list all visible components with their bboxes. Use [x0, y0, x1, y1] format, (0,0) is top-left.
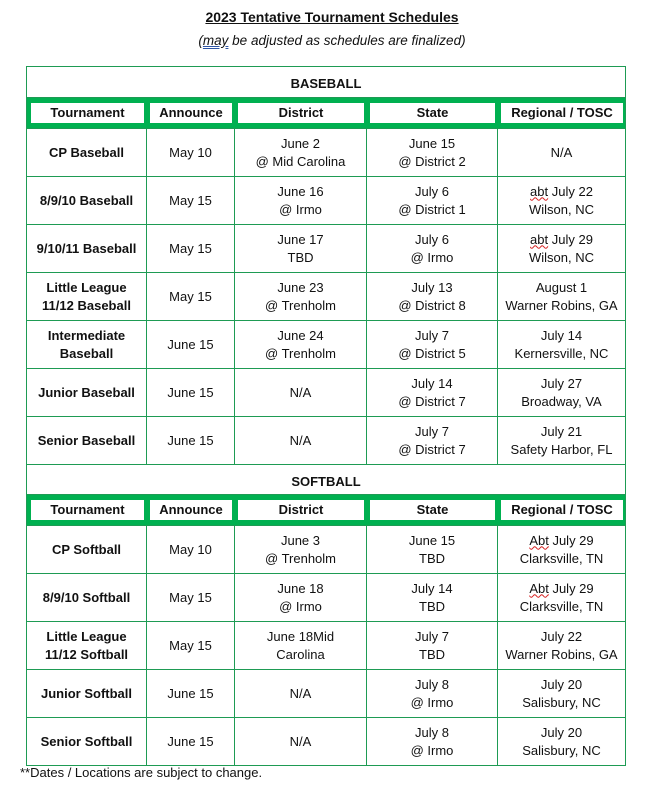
district-cell-text: N/A [289, 685, 312, 701]
section-title-softball: SOFTBALL [27, 464, 625, 495]
regional-cell-text: July 21 [540, 423, 583, 439]
tournament-cell-line [52, 541, 121, 559]
district-cell-line [265, 297, 336, 315]
state-cell-line [415, 231, 449, 249]
regional-cell-text: Wilson, NC [528, 249, 594, 265]
announce-cell [147, 129, 235, 176]
column-header-state: State [370, 500, 495, 520]
regional-cell-line [520, 550, 604, 568]
table-row [27, 320, 625, 368]
regional-cell-line [541, 375, 582, 393]
state-cell-text: @ District 7 [398, 393, 466, 409]
announce-cell [147, 273, 235, 320]
column-header-announce: Announce [150, 103, 232, 123]
regional-cell-line [529, 249, 594, 267]
district-cell-text: @ Irmo [279, 201, 322, 217]
state-cell [367, 417, 498, 464]
state-cell-line [415, 183, 449, 201]
state-cell-text: July 13 [411, 279, 453, 295]
table-row [27, 224, 625, 272]
tournament-cell [27, 177, 147, 224]
state-cell-line [419, 646, 445, 664]
regional-cell-text: Safety Harbor, FL [510, 441, 613, 457]
announce-cell-line [169, 589, 212, 607]
tournament-cell-line [48, 327, 125, 345]
district-cell-text: June 18Mid [266, 628, 335, 644]
state-cell-line [409, 135, 455, 153]
state-cell-line [411, 580, 452, 598]
state-cell-text: TBD [419, 598, 445, 614]
tournament-cell-text: 11/12 Baseball [42, 297, 131, 313]
state-cell-text: @ District 1 [398, 201, 466, 217]
district-cell-line [290, 432, 312, 450]
regional-cell-text: Clarksville, TN [519, 550, 604, 566]
regional-cell [498, 718, 625, 765]
announce-cell [147, 321, 235, 368]
announce-cell [147, 718, 235, 765]
announce-cell [147, 417, 235, 464]
state-cell-text: @ Irmo [410, 742, 454, 758]
regional-cell-line [536, 279, 587, 297]
district-cell [235, 129, 367, 176]
tournament-cell-text: 11/12 Softball [44, 646, 129, 662]
regional-cell [498, 417, 625, 464]
state-cell-line [411, 742, 454, 760]
spellcheck-word: abt [530, 231, 549, 247]
state-cell-line [411, 375, 452, 393]
tournament-cell [27, 574, 147, 621]
district-cell-line [277, 183, 323, 201]
column-header-tournament: Tournament [31, 500, 144, 520]
district-cell-line [277, 327, 323, 345]
state-cell [367, 225, 498, 272]
regional-cell [498, 526, 625, 573]
regional-cell-text: August 1 [535, 279, 588, 295]
district-cell [235, 369, 367, 416]
announce-cell-line [169, 637, 212, 655]
table-row [27, 272, 625, 320]
regional-cell-text: July 22 [540, 628, 583, 644]
subtitle-prefix: ( [198, 33, 203, 48]
regional-cell [498, 321, 625, 368]
state-cell-line [409, 532, 455, 550]
district-cell-text: June 24 [277, 327, 324, 343]
state-cell-text: July 7 [415, 423, 449, 439]
regional-cell-text: July 29 [548, 231, 593, 247]
state-cell-line [411, 279, 452, 297]
tournament-cell-text: Senior Baseball [37, 432, 136, 448]
regional-cell-line [529, 580, 593, 598]
state-cell-text: TBD [419, 550, 445, 566]
state-cell-text: @ District 5 [398, 345, 466, 361]
announce-cell-text: May 15 [169, 288, 212, 304]
regional-cell-line [529, 201, 594, 219]
state-cell-text: July 7 [415, 327, 449, 343]
regional-cell-text: Clarksville, TN [519, 598, 604, 614]
subtitle-may-word: may [202, 33, 229, 48]
state-cell [367, 177, 498, 224]
district-cell-text: N/A [289, 432, 312, 448]
district-cell-line [265, 345, 336, 363]
regional-cell-text: Kernersville, NC [514, 345, 609, 361]
regional-cell-line [521, 393, 601, 411]
district-cell-text: June 16 [277, 183, 324, 199]
table-row [27, 368, 625, 416]
district-cell [235, 574, 367, 621]
regional-cell-line [529, 532, 593, 550]
tournament-cell-text: Little League [46, 628, 127, 644]
regional-cell-line [511, 441, 613, 459]
tournament-cell-line [40, 192, 133, 210]
state-cell [367, 129, 498, 176]
state-cell-line [398, 441, 465, 459]
announce-cell [147, 177, 235, 224]
tournament-cell-text: Little League [46, 279, 127, 295]
table-row [27, 128, 625, 176]
district-cell-text: @ Irmo [279, 598, 322, 614]
regional-cell-text: July 22 [548, 183, 593, 199]
announce-cell-line [167, 336, 213, 354]
district-cell-line [267, 628, 334, 646]
tournament-cell-text: 8/9/10 Softball [42, 589, 131, 605]
state-cell-line [411, 694, 454, 712]
tournament-cell-text: Junior Baseball [38, 384, 135, 400]
announce-cell-text: June 15 [167, 336, 214, 352]
regional-cell-text: July 20 [540, 676, 583, 692]
district-cell-text: June 2 [280, 135, 321, 151]
schedule-table [26, 66, 626, 766]
tournament-cell-line [46, 628, 126, 646]
state-cell-text: TBD [419, 646, 445, 662]
district-cell-line [281, 532, 320, 550]
subtitle-rest: be adjusted as schedules are finalized) [228, 33, 466, 48]
state-cell-line [415, 628, 449, 646]
state-cell-text: July 14 [411, 375, 453, 391]
tournament-cell-text: CP Softball [51, 541, 122, 557]
document-subtitle [0, 33, 664, 48]
tournament-cell-text: 9/10/11 Baseball [36, 240, 137, 256]
district-cell-text: June 17 [277, 231, 324, 247]
state-cell [367, 321, 498, 368]
district-cell-line [279, 201, 322, 219]
state-cell [367, 670, 498, 717]
district-cell-line [256, 153, 346, 171]
tournament-cell-text: 8/9/10 Baseball [39, 192, 134, 208]
regional-cell-text: July 29 [548, 580, 594, 596]
regional-cell-line [541, 327, 582, 345]
regional-cell [498, 670, 625, 717]
state-cell-text: July 14 [411, 580, 453, 596]
regional-cell [498, 574, 625, 621]
tournament-cell [27, 273, 147, 320]
spellcheck-word: Abt [529, 532, 549, 548]
baseball-rows [27, 128, 625, 464]
announce-cell [147, 369, 235, 416]
district-cell [235, 718, 367, 765]
regional-cell-text: July 14 [540, 327, 583, 343]
table-row [27, 717, 625, 765]
announce-cell-line [167, 384, 213, 402]
announce-cell-text: May 15 [169, 192, 212, 208]
district-cell-line [288, 249, 314, 267]
regional-cell-line [505, 297, 617, 315]
state-cell [367, 574, 498, 621]
tournament-cell-line [41, 733, 133, 751]
regional-cell-line [541, 724, 582, 742]
district-cell-text: TBD [287, 249, 314, 265]
tournament-cell-line [42, 297, 131, 315]
table-row [27, 176, 625, 224]
district-cell [235, 622, 367, 669]
column-header-state: State [370, 103, 495, 123]
tournament-cell-text: Baseball [59, 345, 114, 361]
announce-cell [147, 574, 235, 621]
tournament-cell [27, 526, 147, 573]
regional-cell-text: Broadway, VA [521, 393, 602, 409]
announce-cell-text: June 15 [167, 685, 214, 701]
regional-cell-line [520, 598, 604, 616]
announce-cell-line [169, 144, 212, 162]
tournament-cell-line [37, 240, 137, 258]
document-title [0, 9, 664, 25]
regional-cell [498, 622, 625, 669]
district-cell-line [290, 685, 312, 703]
column-header-tournament: Tournament [31, 103, 144, 123]
district-cell-text: June 3 [280, 532, 321, 548]
regional-cell-line [515, 345, 609, 363]
announce-cell-line [169, 240, 212, 258]
state-cell-line [415, 724, 449, 742]
district-cell-text: @ Mid Carolina [255, 153, 346, 169]
regional-cell-text: July 29 [548, 532, 594, 548]
regional-cell-text: Salisbury, NC [522, 742, 601, 758]
district-cell-line [265, 550, 336, 568]
tournament-cell-line [46, 279, 126, 297]
tournament-cell-line [49, 144, 124, 162]
state-cell-line [415, 327, 449, 345]
regional-cell-line [505, 646, 617, 664]
tournament-cell [27, 225, 147, 272]
regional-cell [498, 369, 625, 416]
state-cell-text: @ District 7 [398, 441, 466, 457]
tournament-cell-line [41, 685, 132, 703]
announce-cell-text: June 15 [167, 432, 214, 448]
tournament-cell [27, 670, 147, 717]
announce-cell-line [167, 432, 213, 450]
announce-cell-line [167, 685, 213, 703]
state-cell-line [398, 393, 465, 411]
tournament-cell-line [45, 646, 128, 664]
tournament-cell [27, 417, 147, 464]
regional-cell-text: Salisbury, NC [522, 694, 601, 710]
section-title-baseball: BASEBALL [27, 67, 625, 98]
tournament-cell-text: Intermediate [47, 327, 126, 343]
state-cell-text: July 8 [415, 676, 449, 692]
district-cell-text: June 23 [277, 279, 324, 295]
regional-cell [498, 273, 625, 320]
state-cell [367, 273, 498, 320]
table-row [27, 416, 625, 464]
state-cell-text: June 15 [408, 532, 456, 548]
regional-cell-text: Warner Robins, GA [505, 297, 618, 313]
district-cell-text: N/A [289, 733, 312, 749]
state-cell-line [398, 297, 465, 315]
regional-cell-text: Warner Robins, GA [505, 646, 618, 662]
district-cell-line [276, 646, 324, 664]
state-cell-text: July 8 [415, 724, 449, 740]
spellcheck-word: abt [530, 183, 549, 199]
district-cell-text: N/A [289, 384, 312, 400]
regional-cell-line [530, 183, 593, 201]
state-cell-line [398, 153, 465, 171]
state-cell-line [419, 598, 445, 616]
regional-cell-line [530, 231, 593, 249]
announce-cell-line [169, 541, 212, 559]
state-cell-line [411, 249, 454, 267]
state-cell-text: July 7 [415, 628, 449, 644]
column-header-regional: Regional / TOSC [501, 500, 623, 520]
regional-cell [498, 225, 625, 272]
regional-cell [498, 129, 625, 176]
tournament-cell [27, 622, 147, 669]
state-cell-text: July 6 [415, 183, 449, 199]
state-cell [367, 622, 498, 669]
regional-cell-text: N/A [550, 144, 573, 160]
regional-cell-line [522, 694, 601, 712]
tournament-cell-text: Junior Softball [41, 685, 132, 701]
table-row [27, 621, 625, 669]
table-row [27, 573, 625, 621]
column-header-regional: Regional / TOSC [501, 103, 623, 123]
district-cell-line [290, 384, 312, 402]
tournament-cell-text: Senior Softball [40, 733, 133, 749]
state-cell-line [419, 550, 445, 568]
district-cell-line [277, 279, 323, 297]
tournament-cell-text: CP Baseball [49, 144, 124, 160]
regional-cell-line [541, 423, 582, 441]
district-cell-text: June 18 [277, 580, 324, 596]
district-cell-line [279, 598, 322, 616]
header-row-softball [27, 495, 625, 525]
column-header-announce: Announce [150, 500, 232, 520]
district-cell [235, 321, 367, 368]
district-cell-text: @ Trenholm [265, 345, 336, 361]
state-cell [367, 718, 498, 765]
regional-cell-text: July 20 [540, 724, 583, 740]
state-cell-line [415, 423, 449, 441]
announce-cell-text: June 15 [167, 733, 214, 749]
tournament-cell-line [43, 589, 130, 607]
footnote: **Dates / Locations are subject to change. [20, 765, 263, 780]
state-cell-line [415, 676, 449, 694]
state-cell-text: @ District 2 [398, 153, 466, 169]
announce-cell-text: May 10 [169, 144, 212, 160]
announce-cell-text: May 15 [169, 637, 212, 653]
state-cell-text: July 6 [415, 231, 449, 247]
district-cell [235, 417, 367, 464]
softball-rows [27, 525, 625, 765]
table-row [27, 525, 625, 573]
state-cell-line [398, 345, 465, 363]
district-cell [235, 526, 367, 573]
regional-cell-line [522, 742, 601, 760]
district-cell-line [281, 135, 320, 153]
regional-cell-line [551, 144, 573, 162]
state-cell [367, 526, 498, 573]
district-cell-text: @ Trenholm [265, 297, 336, 313]
announce-cell [147, 670, 235, 717]
district-cell-line [290, 733, 312, 751]
announce-cell-line [167, 733, 213, 751]
district-cell-line [277, 231, 323, 249]
state-cell-text: @ District 8 [398, 297, 466, 313]
regional-cell-line [541, 676, 582, 694]
announce-cell-text: May 15 [169, 589, 212, 605]
tournament-cell-line [38, 432, 136, 450]
regional-cell-text: Wilson, NC [528, 201, 594, 217]
tournament-cell [27, 129, 147, 176]
district-cell [235, 177, 367, 224]
district-cell [235, 273, 367, 320]
state-cell-line [398, 201, 465, 219]
column-header-district: District [238, 500, 364, 520]
header-row-baseball [27, 98, 625, 128]
state-cell [367, 369, 498, 416]
regional-cell-text: July 27 [540, 375, 583, 391]
document-title-text: 2023 Tentative Tournament Schedules [205, 9, 459, 25]
announce-cell [147, 225, 235, 272]
announce-cell-line [169, 192, 212, 210]
column-header-district: District [238, 103, 364, 123]
announce-cell-text: May 10 [169, 541, 212, 557]
announce-cell-line [169, 288, 212, 306]
tournament-cell [27, 321, 147, 368]
state-cell-text: June 15 [408, 135, 456, 151]
announce-cell-text: May 15 [169, 240, 212, 256]
spellcheck-word: Abt [529, 580, 549, 596]
tournament-cell-line [38, 384, 135, 402]
announce-cell-text: June 15 [167, 384, 214, 400]
announce-cell [147, 526, 235, 573]
regional-cell-line [541, 628, 582, 646]
tournament-cell [27, 369, 147, 416]
state-cell-text: @ Irmo [410, 249, 454, 265]
district-cell-text: @ Trenholm [265, 550, 336, 566]
district-cell [235, 670, 367, 717]
state-cell-text: @ Irmo [410, 694, 454, 710]
regional-cell [498, 177, 625, 224]
district-cell-line [277, 580, 323, 598]
district-cell-text: Carolina [276, 646, 325, 662]
table-row [27, 669, 625, 717]
district-cell [235, 225, 367, 272]
tournament-cell-line [60, 345, 113, 363]
announce-cell [147, 622, 235, 669]
tournament-cell [27, 718, 147, 765]
